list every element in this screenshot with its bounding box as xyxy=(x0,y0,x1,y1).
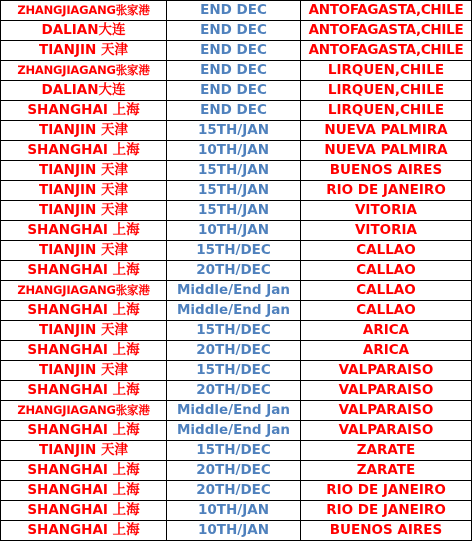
origin-port-cell: ZHANGJIAGANG张家港 xyxy=(1,401,167,421)
table-row xyxy=(1,141,472,161)
table-row xyxy=(1,201,472,221)
departure-date-cell: Middle/End Jan xyxy=(167,301,301,321)
origin-port-cell: ZHANGJIAGANG张家港 xyxy=(1,61,167,81)
table-row xyxy=(1,181,472,201)
origin-port-cell: TIANJIN 天津 xyxy=(1,161,167,181)
departure-date-cell: 20TH/DEC xyxy=(167,341,301,361)
table-row xyxy=(1,421,472,441)
destination-port-cell: ANTOFAGASTA,CHILE xyxy=(301,1,472,21)
table-row xyxy=(1,401,472,421)
origin-port-cell: TIANJIN 天津 xyxy=(1,241,167,261)
origin-port-cell: SHANGHAI 上海 xyxy=(1,501,167,521)
destination-port-cell: RIO DE JANEIRO xyxy=(301,181,472,201)
destination-port-cell: LIRQUEN,CHILE xyxy=(301,61,472,81)
origin-port-cell: ZHANGJIAGANG张家港 xyxy=(1,1,167,21)
origin-port-cell: SHANGHAI 上海 xyxy=(1,101,167,121)
destination-port-cell: VALPARAISO xyxy=(301,401,472,421)
origin-port-cell: SHANGHAI 上海 xyxy=(1,381,167,401)
table-row xyxy=(1,261,472,281)
departure-date-cell: 15TH/JAN xyxy=(167,201,301,221)
destination-port-cell: VALPARAISO xyxy=(301,421,472,441)
destination-port-cell: ANTOFAGASTA,CHILE xyxy=(301,41,472,61)
table-row xyxy=(1,41,472,61)
departure-date-cell: END DEC xyxy=(167,61,301,81)
table-row xyxy=(1,321,472,341)
destination-port-cell: ANTOFAGASTA,CHILE xyxy=(301,21,472,41)
departure-date-cell: END DEC xyxy=(167,81,301,101)
origin-port-cell: TIANJIN 天津 xyxy=(1,201,167,221)
departure-date-cell: END DEC xyxy=(167,101,301,121)
table-row xyxy=(1,381,472,401)
departure-date-cell: END DEC xyxy=(167,41,301,61)
table-row xyxy=(1,481,472,501)
table-row xyxy=(1,121,472,141)
destination-port-cell: RIO DE JANEIRO xyxy=(301,501,472,521)
destination-port-cell: NUEVA PALMIRA xyxy=(301,141,472,161)
departure-date-cell: 20TH/DEC xyxy=(167,261,301,281)
table-row xyxy=(1,501,472,521)
origin-port-cell: TIANJIN 天津 xyxy=(1,321,167,341)
table-row xyxy=(1,81,472,101)
departure-date-cell: 20TH/DEC xyxy=(167,461,301,481)
table-row xyxy=(1,461,472,481)
departure-date-cell: 15TH/JAN xyxy=(167,161,301,181)
table-row xyxy=(1,21,472,41)
table-row xyxy=(1,1,472,21)
origin-port-cell: ZHANGJIAGANG张家港 xyxy=(1,281,167,301)
destination-port-cell: BUENOS AIRES xyxy=(301,521,472,541)
origin-port-cell: SHANGHAI 上海 xyxy=(1,341,167,361)
destination-port-cell: ARICA xyxy=(301,341,472,361)
departure-date-cell: END DEC xyxy=(167,1,301,21)
origin-port-cell: SHANGHAI 上海 xyxy=(1,461,167,481)
origin-port-cell: SHANGHAI 上海 xyxy=(1,301,167,321)
destination-port-cell: CALLAO xyxy=(301,241,472,261)
destination-port-cell: VITORIA xyxy=(301,201,472,221)
departure-date-cell: 10TH/JAN xyxy=(167,221,301,241)
departure-date-cell: 15TH/DEC xyxy=(167,361,301,381)
origin-port-cell: SHANGHAI 上海 xyxy=(1,421,167,441)
departure-date-cell: 15TH/DEC xyxy=(167,241,301,261)
destination-port-cell: ZARATE xyxy=(301,461,472,481)
origin-port-cell: TIANJIN 天津 xyxy=(1,181,167,201)
origin-port-cell: SHANGHAI 上海 xyxy=(1,261,167,281)
departure-date-cell: 15TH/JAN xyxy=(167,181,301,201)
destination-port-cell: NUEVA PALMIRA xyxy=(301,121,472,141)
table-row xyxy=(1,441,472,461)
table-row xyxy=(1,101,472,121)
origin-port-cell: TIANJIN 天津 xyxy=(1,361,167,381)
table-row xyxy=(1,301,472,321)
departure-date-cell: END DEC xyxy=(167,21,301,41)
table-row xyxy=(1,61,472,81)
shipping-schedule-body xyxy=(1,1,472,541)
origin-port-cell: DALIAN大连 xyxy=(1,81,167,101)
destination-port-cell: CALLAO xyxy=(301,301,472,321)
departure-date-cell: Middle/End Jan xyxy=(167,281,301,301)
departure-date-cell: 10TH/JAN xyxy=(167,501,301,521)
origin-port-cell: SHANGHAI 上海 xyxy=(1,221,167,241)
destination-port-cell: VALPARAISO xyxy=(301,381,472,401)
origin-port-cell: DALIAN大连 xyxy=(1,21,167,41)
origin-port-cell: TIANJIN 天津 xyxy=(1,121,167,141)
destination-port-cell: VITORIA xyxy=(301,221,472,241)
origin-port-cell: TIANJIN 天津 xyxy=(1,41,167,61)
origin-port-cell: TIANJIN 天津 xyxy=(1,441,167,461)
origin-port-cell: SHANGHAI 上海 xyxy=(1,481,167,501)
table-row xyxy=(1,361,472,381)
destination-port-cell: ARICA xyxy=(301,321,472,341)
departure-date-cell: 20TH/DEC xyxy=(167,381,301,401)
table-row xyxy=(1,161,472,181)
departure-date-cell: 15TH/DEC xyxy=(167,321,301,341)
destination-port-cell: CALLAO xyxy=(301,281,472,301)
table-row xyxy=(1,521,472,541)
departure-date-cell: 15TH/DEC xyxy=(167,441,301,461)
origin-port-cell: SHANGHAI 上海 xyxy=(1,141,167,161)
destination-port-cell: VALPARAISO xyxy=(301,361,472,381)
destination-port-cell: BUENOS AIRES xyxy=(301,161,472,181)
departure-date-cell: Middle/End Jan xyxy=(167,421,301,441)
table-row xyxy=(1,241,472,261)
departure-date-cell: 15TH/JAN xyxy=(167,121,301,141)
destination-port-cell: RIO DE JANEIRO xyxy=(301,481,472,501)
destination-port-cell: LIRQUEN,CHILE xyxy=(301,101,472,121)
departure-date-cell: 10TH/JAN xyxy=(167,521,301,541)
departure-date-cell: 20TH/DEC xyxy=(167,481,301,501)
departure-date-cell: Middle/End Jan xyxy=(167,401,301,421)
origin-port-cell: SHANGHAI 上海 xyxy=(1,521,167,541)
departure-date-cell: 10TH/JAN xyxy=(167,141,301,161)
destination-port-cell: CALLAO xyxy=(301,261,472,281)
table-row xyxy=(1,341,472,361)
destination-port-cell: ZARATE xyxy=(301,441,472,461)
table-row xyxy=(1,221,472,241)
table-row xyxy=(1,281,472,301)
destination-port-cell: LIRQUEN,CHILE xyxy=(301,81,472,101)
